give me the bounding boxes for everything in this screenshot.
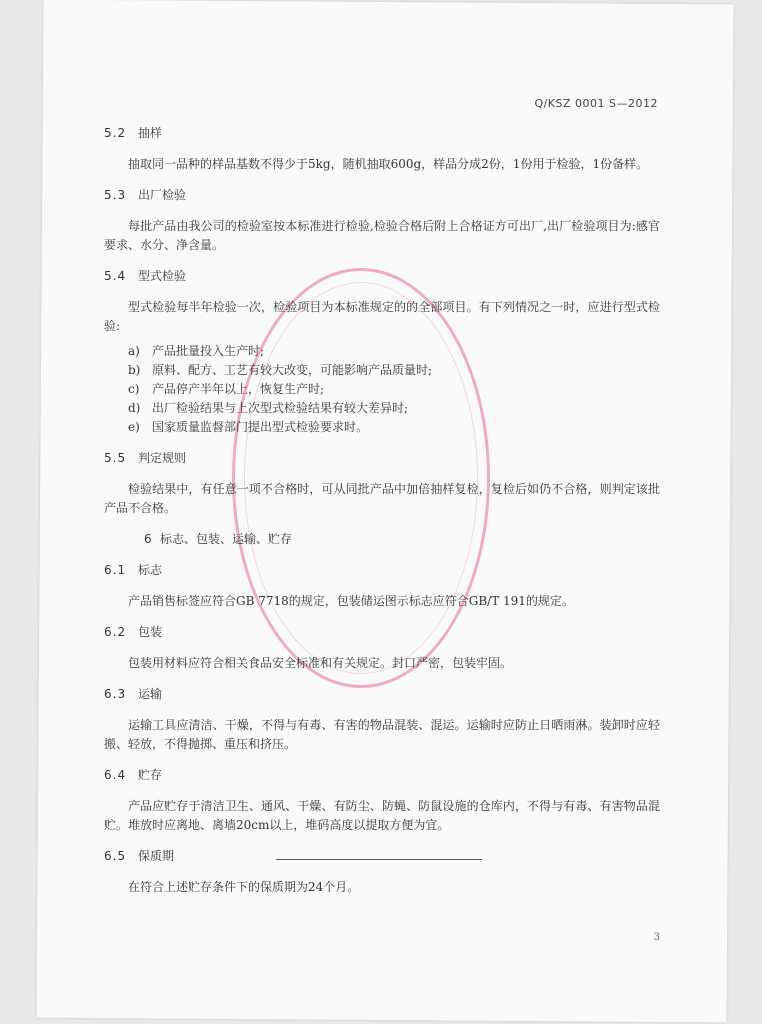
list-item: c) 产品停产半年以上，恢复生产时; bbox=[128, 382, 325, 396]
list-item: d) 出厂检验结果与上次型式检验结果有较大差异时; bbox=[128, 401, 409, 415]
document-body bbox=[104, 124, 660, 909]
paragraph-type-inspection: 型式检验每半年检验一次，检验项目为本标准规定的的全部项目。有下列情况之一时，应进行型式检验: bbox=[104, 300, 660, 333]
paragraph-factory-inspection: 每批产品由我公司的检验室按本标准进行检验,检验合格后附上合格证方可出厂,出厂检验项目为:感官要求、水分、净含量。 bbox=[104, 219, 660, 252]
paragraph-judgement-rules: 检验结果中，有任意一项不合格时，可从同批产品中加倍抽样复检，复检后如仍不合格，则判定该批产品不合格。 bbox=[104, 482, 660, 515]
paragraph-storage: 产品应贮存于清洁卫生、通风、干燥、有防尘、防蝇、防鼠设施的仓库内，不得与有毒、有害物品混贮。堆放时应离地、离墙20cm以上，堆码高度以提取方便为宜。 bbox=[104, 799, 660, 832]
section-heading-5-2: 5.2 抽样 bbox=[104, 126, 163, 140]
section-heading-5-5: 5.5 判定规则 bbox=[104, 451, 187, 465]
section-heading-5-4: 5.4 型式检验 bbox=[104, 269, 187, 283]
paragraph-transport: 运输工具应清洁、干燥，不得与有毒、有害的物品混装、混运。运输时应防止日晒雨淋。装卸时应轻搬、轻放，不得抛掷、重压和挤压。 bbox=[104, 718, 660, 751]
section-heading-6-5: 6.5 保质期 bbox=[104, 849, 175, 863]
paragraph-packaging: 包装用材料应符合相关食品安全标准和有关规定。封口严密，包装牢固。 bbox=[128, 656, 513, 670]
section-heading-6-2: 6.2 包装 bbox=[104, 625, 163, 639]
end-rule-divider bbox=[276, 859, 482, 860]
list-item: a) 产品批量投入生产时; bbox=[128, 344, 265, 358]
document-code: Q/KSZ 0001 S—2012 bbox=[534, 97, 658, 110]
list-item: b) 原料、配方、工艺有较大改变，可能影响产品质量时; bbox=[128, 363, 433, 377]
section-heading-6-1: 6.1 标志 bbox=[104, 563, 163, 577]
list-item: e) 国家质量监督部门提出型式检验要求时。 bbox=[128, 420, 369, 434]
type-inspection-conditions-list bbox=[104, 342, 660, 437]
chapter-heading-6: 6 标志、包装、运输、贮存 bbox=[144, 532, 293, 546]
paragraph-shelf-life: 在符合上述贮存条件下的保质期为24个月。 bbox=[128, 880, 360, 894]
page-number: 3 bbox=[653, 932, 660, 943]
paragraph-sampling: 抽取同一品种的样品基数不得少于5kg，随机抽取600g，样品分成2份，1份用于检验，1份备样。 bbox=[128, 157, 649, 171]
section-heading-5-3: 5.3 出厂检验 bbox=[104, 188, 187, 202]
section-heading-6-4: 6.4 贮存 bbox=[104, 768, 163, 782]
paragraph-marking: 产品销售标签应符合GB 7718的规定，包装储运图示标志应符合GB/T 191的规定。 bbox=[128, 594, 574, 608]
section-heading-6-3: 6.3 运输 bbox=[104, 687, 163, 701]
